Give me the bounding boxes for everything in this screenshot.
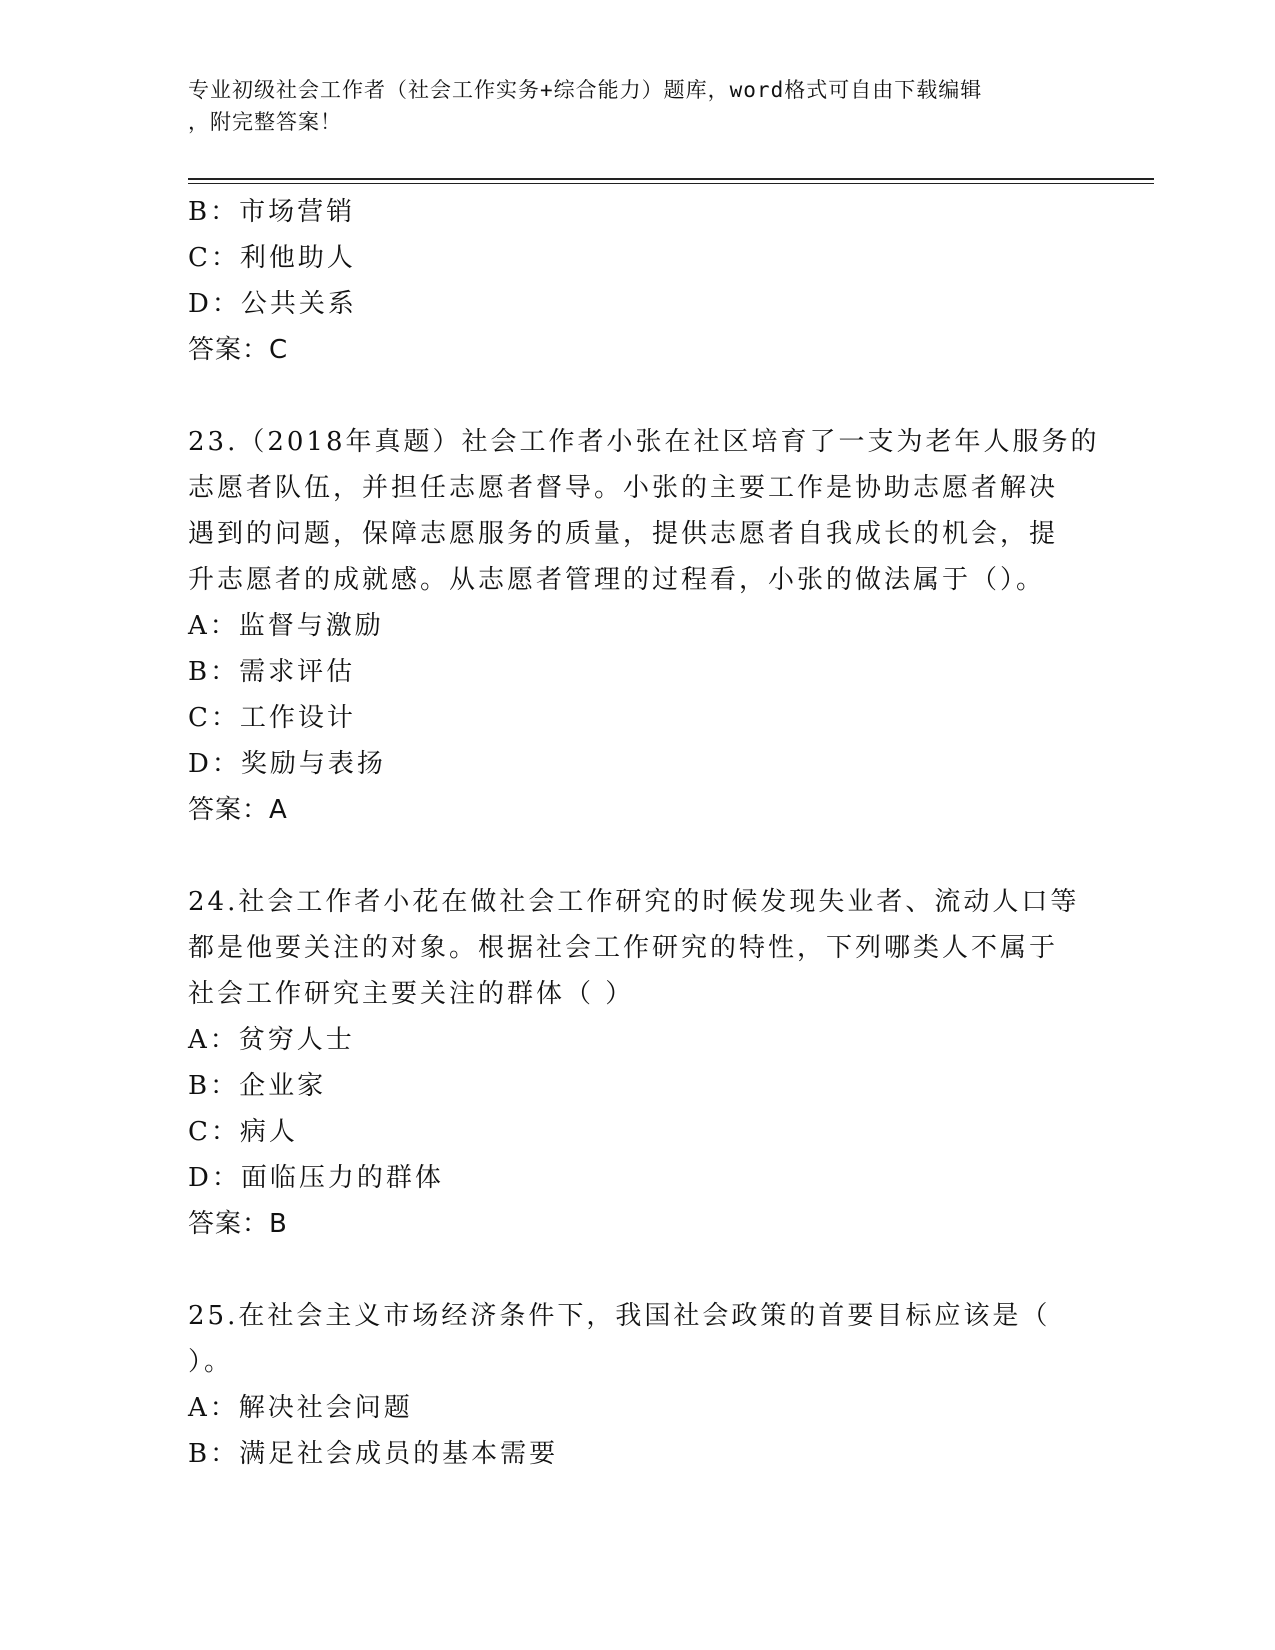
option-d: D：面临压力的群体 xyxy=(188,1163,444,1193)
question-stem-line: 升志愿者的成就感。从志愿者管理的过程看，小张的做法属于（）。 xyxy=(188,565,1046,595)
question-stem-line: 23.（2018年真题）社会工作者小张在社区培育了一支为老年人服务的 xyxy=(188,427,1100,457)
question-stem-line: 志愿者队伍，并担任志愿者督导。小张的主要工作是协助志愿者解决 xyxy=(188,473,1059,503)
option-c: C：工作设计 xyxy=(188,703,356,733)
header-divider-thick xyxy=(188,178,1154,180)
question-stem-line: ）。 xyxy=(188,1347,234,1377)
document-header xyxy=(188,74,1088,138)
option-c: C：利他助人 xyxy=(188,243,356,273)
option-c: C：病人 xyxy=(188,1117,298,1147)
option-b: B：满足社会成员的基本需要 xyxy=(188,1439,559,1469)
option-a: A：贫穷人士 xyxy=(188,1025,355,1055)
answer-line: 答案：B xyxy=(188,1209,288,1239)
option-a: A：监督与激励 xyxy=(188,611,384,641)
header-title-line-2: ，附完整答案！ xyxy=(188,110,342,134)
option-b: B：市场营销 xyxy=(188,197,356,227)
header-divider-thin xyxy=(188,183,1154,184)
option-b: B：企业家 xyxy=(188,1071,327,1101)
question-stem-line: 24.社会工作者小花在做社会工作研究的时候发现失业者、流动人口等 xyxy=(188,887,1080,917)
answer-line: 答案：C xyxy=(188,335,289,365)
question-stem-line: 25.在社会主义市场经济条件下，我国社会政策的首要目标应该是（ xyxy=(188,1301,1051,1331)
header-title-line-1: 专业初级社会工作者（社会工作实务+综合能力）题库，word格式可自由下载编辑 xyxy=(188,78,983,102)
option-b: B：需求评估 xyxy=(188,657,356,687)
question-25 xyxy=(188,1293,1088,1477)
option-d: D：奖励与表扬 xyxy=(188,749,386,779)
question-22-continued xyxy=(188,189,1088,373)
question-stem-line: 都是他要关注的对象。根据社会工作研究的特性，下列哪类人不属于 xyxy=(188,933,1059,963)
option-a: A：解决社会问题 xyxy=(188,1393,413,1423)
question-23 xyxy=(188,419,1100,833)
answer-line: 答案：A xyxy=(188,795,288,825)
question-24 xyxy=(188,879,1088,1247)
option-d: D：公共关系 xyxy=(188,289,357,319)
question-stem-line: 社会工作研究主要关注的群体（ ） xyxy=(188,979,635,1009)
question-stem-line: 遇到的问题，保障志愿服务的质量，提供志愿者自我成长的机会，提 xyxy=(188,519,1059,549)
question-list xyxy=(188,189,1100,1477)
